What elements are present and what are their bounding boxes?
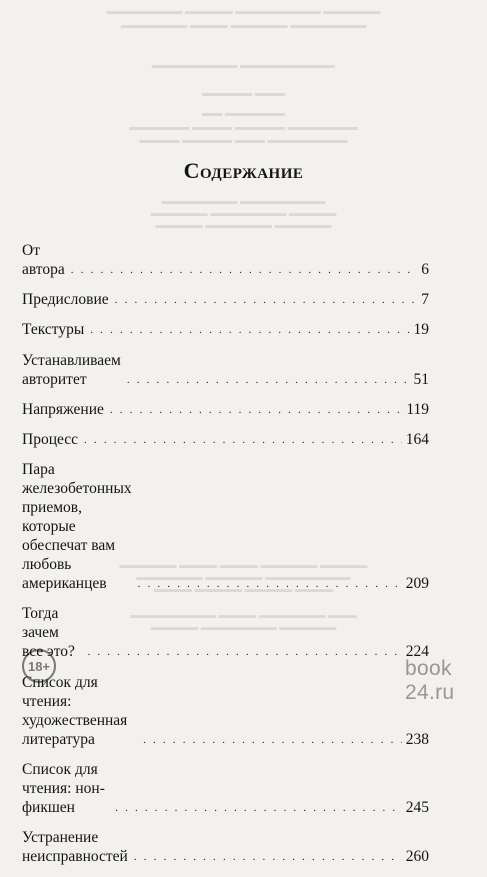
leader-dots xyxy=(138,579,402,590)
toc-entry-page: 164 xyxy=(405,430,429,448)
toc-entry-page: 238 xyxy=(405,730,429,748)
bleed-through-text: ▬▬▬▬▬ ▬▬▬▬▬▬▬▬ ▬▬▬▬▬▬ xyxy=(150,622,337,633)
bleed-through-text: ▬▬▬▬▬▬ ▬▬▬▬ ▬▬▬▬ ▬▬▬▬▬▬ ▬▬▬▬▬ xyxy=(119,560,368,571)
bleed-through-text: ▬▬▬▬▬▬▬▬ ▬▬▬▬▬ ▬▬▬▬▬▬▬▬▬ ▬▬▬▬▬▬ xyxy=(106,6,381,17)
contents-title: Содержание xyxy=(183,158,304,183)
toc-entry-title: Пара железобетонных приемов, которые обеспечат вам любовь американцев xyxy=(22,461,132,593)
toc-entry xyxy=(22,290,429,309)
toc-entry xyxy=(22,604,429,661)
leader-dots xyxy=(134,852,402,863)
toc-entry-title: Устранение неисправностей xyxy=(22,828,128,865)
toc-entry-title: Устанавливаем авторитет xyxy=(22,351,121,388)
bleed-through-text: ▬▬▬▬▬▬▬▬▬ ▬▬▬▬ ▬▬▬▬▬▬▬ ▬▬▬ xyxy=(130,610,357,621)
toc-entry-title: Тогда зачем все это? xyxy=(22,605,75,661)
bleed-through-text: ▬▬▬▬▬▬▬▬ ▬▬▬▬▬▬▬▬▬ xyxy=(161,196,326,207)
toc-entry-page: 7 xyxy=(421,291,429,309)
toc-entry xyxy=(22,460,429,593)
toc-entry-title: Предисловие xyxy=(22,291,109,309)
toc-entry-page: 6 xyxy=(421,261,429,278)
toc-entry-page: 119 xyxy=(406,400,429,418)
table-of-contents xyxy=(22,241,429,877)
toc-entry-title: Список для чтения: нон-фикшен xyxy=(22,760,105,816)
leader-dots xyxy=(115,295,418,306)
toc-entry-page: 51 xyxy=(413,370,429,388)
bleed-through-text: ▬▬▬▬▬▬▬▬▬ ▬▬▬▬▬▬▬▬▬▬ xyxy=(151,60,336,71)
bleed-through-text: ▬▬▬▬▬▬ ▬▬▬▬▬▬▬▬ ▬▬▬▬▬ xyxy=(150,208,337,219)
toc-entry xyxy=(22,673,429,749)
bleed-through-text: ▬▬▬▬ ▬▬▬▬▬ ▬▬▬ ▬▬▬▬▬▬▬▬ xyxy=(139,135,348,146)
leader-dots xyxy=(115,803,402,814)
bleed-through-text: ▬▬▬▬▬▬▬ ▬▬▬▬ ▬▬▬▬▬▬ ▬▬▬▬▬▬▬▬ xyxy=(120,20,367,31)
bleed-through-text: ▬▬▬▬▬▬▬ ▬▬▬▬▬▬ ▬▬▬▬▬▬▬▬▬ xyxy=(136,572,351,583)
leader-dots xyxy=(84,435,402,446)
bleed-through-text: ▬▬▬▬ ▬▬▬▬▬ ▬▬▬▬▬ ▬▬▬▬ xyxy=(154,584,333,595)
toc-entry-title: Список для чтения: художественная литература xyxy=(22,673,128,748)
toc-entry-title: Напряжение xyxy=(22,400,104,418)
bleed-through-text: ▬▬ ▬▬▬▬▬▬ xyxy=(202,108,285,119)
bleed-through-text: ▬▬▬▬▬ ▬▬▬ xyxy=(202,88,285,99)
toc-entry-page: 260 xyxy=(405,847,429,865)
toc-entry-page: 224 xyxy=(405,643,429,661)
bleed-through-text: ▬▬▬▬▬ ▬▬▬▬▬▬▬ ▬▬▬▬▬▬ xyxy=(155,220,332,231)
leader-dots xyxy=(143,735,402,746)
watermark-logo: book 24.ru xyxy=(405,657,455,704)
toc-entry-page: 19 xyxy=(413,321,429,339)
toc-entry xyxy=(22,760,429,817)
toc-entry-title: Процесс xyxy=(22,430,79,448)
age-rating-badge: 18+ xyxy=(22,649,56,683)
toc-entry xyxy=(22,828,429,866)
toc-entry-page: 245 xyxy=(405,798,429,816)
leader-dots xyxy=(87,647,401,658)
bleed-through-text: ▬▬▬▬▬▬ ▬▬▬▬ ▬▬▬▬▬ ▬▬▬▬▬▬▬ xyxy=(129,122,358,133)
toc-entry-page: 209 xyxy=(405,575,429,593)
toc-entry xyxy=(22,320,429,339)
toc-entry xyxy=(22,351,429,389)
toc-entry-title: Текстуры xyxy=(22,321,85,339)
leader-dots xyxy=(71,265,417,276)
leader-dots xyxy=(90,325,409,336)
leader-dots xyxy=(110,405,402,416)
toc-entry xyxy=(22,400,429,419)
toc-entry xyxy=(22,430,429,449)
toc-entry-title: От автора xyxy=(22,242,65,278)
leader-dots xyxy=(127,375,410,386)
toc-entry xyxy=(22,241,429,279)
